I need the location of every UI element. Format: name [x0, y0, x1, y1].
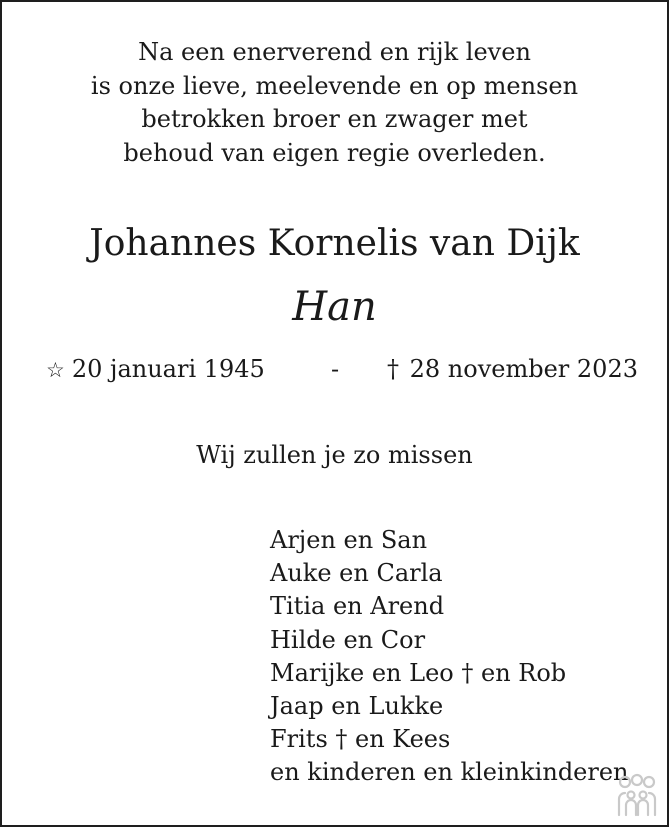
- life-dates: [2, 352, 667, 386]
- family-list: [270, 524, 629, 790]
- death-date: 28 november 2023: [409, 355, 638, 383]
- intro-line: Na een enerverend en rijk leven: [138, 38, 531, 66]
- intro-text: [2, 36, 667, 170]
- death-cross-icon: †: [387, 355, 399, 383]
- family-member: Auke en Carla: [270, 559, 443, 588]
- family-member: Titia en Arend: [270, 592, 445, 621]
- deceased-full-name: Johannes Kornelis van Dijk: [89, 223, 580, 264]
- family-member: Hilde en Cor: [270, 625, 426, 654]
- family-member: Marijke en Leo † en Rob: [270, 658, 567, 687]
- family-member: Arjen en San: [270, 526, 428, 554]
- birth-date-group: [46, 352, 265, 387]
- family-member: Frits † en Kees: [270, 725, 451, 754]
- intro-line: betrokken broer en zwager met: [141, 105, 528, 133]
- deceased-nickname: Han: [292, 284, 377, 330]
- date-separator: -: [331, 355, 340, 383]
- birth-star-icon: ☆: [46, 358, 65, 382]
- birth-date: 20 januari 1945: [71, 355, 265, 383]
- intro-line: behoud van eigen regie overleden.: [123, 138, 546, 167]
- death-date-group: [387, 352, 638, 386]
- family-member: Jaap en Lukke: [270, 692, 444, 721]
- farewell-message: Wij zullen je zo missen: [196, 441, 473, 469]
- intro-line: is onze lieve, meelevende en op mensen: [90, 71, 579, 100]
- family-member: en kinderen en kleinkinderen: [270, 758, 629, 787]
- family-figures-icon: [613, 771, 661, 819]
